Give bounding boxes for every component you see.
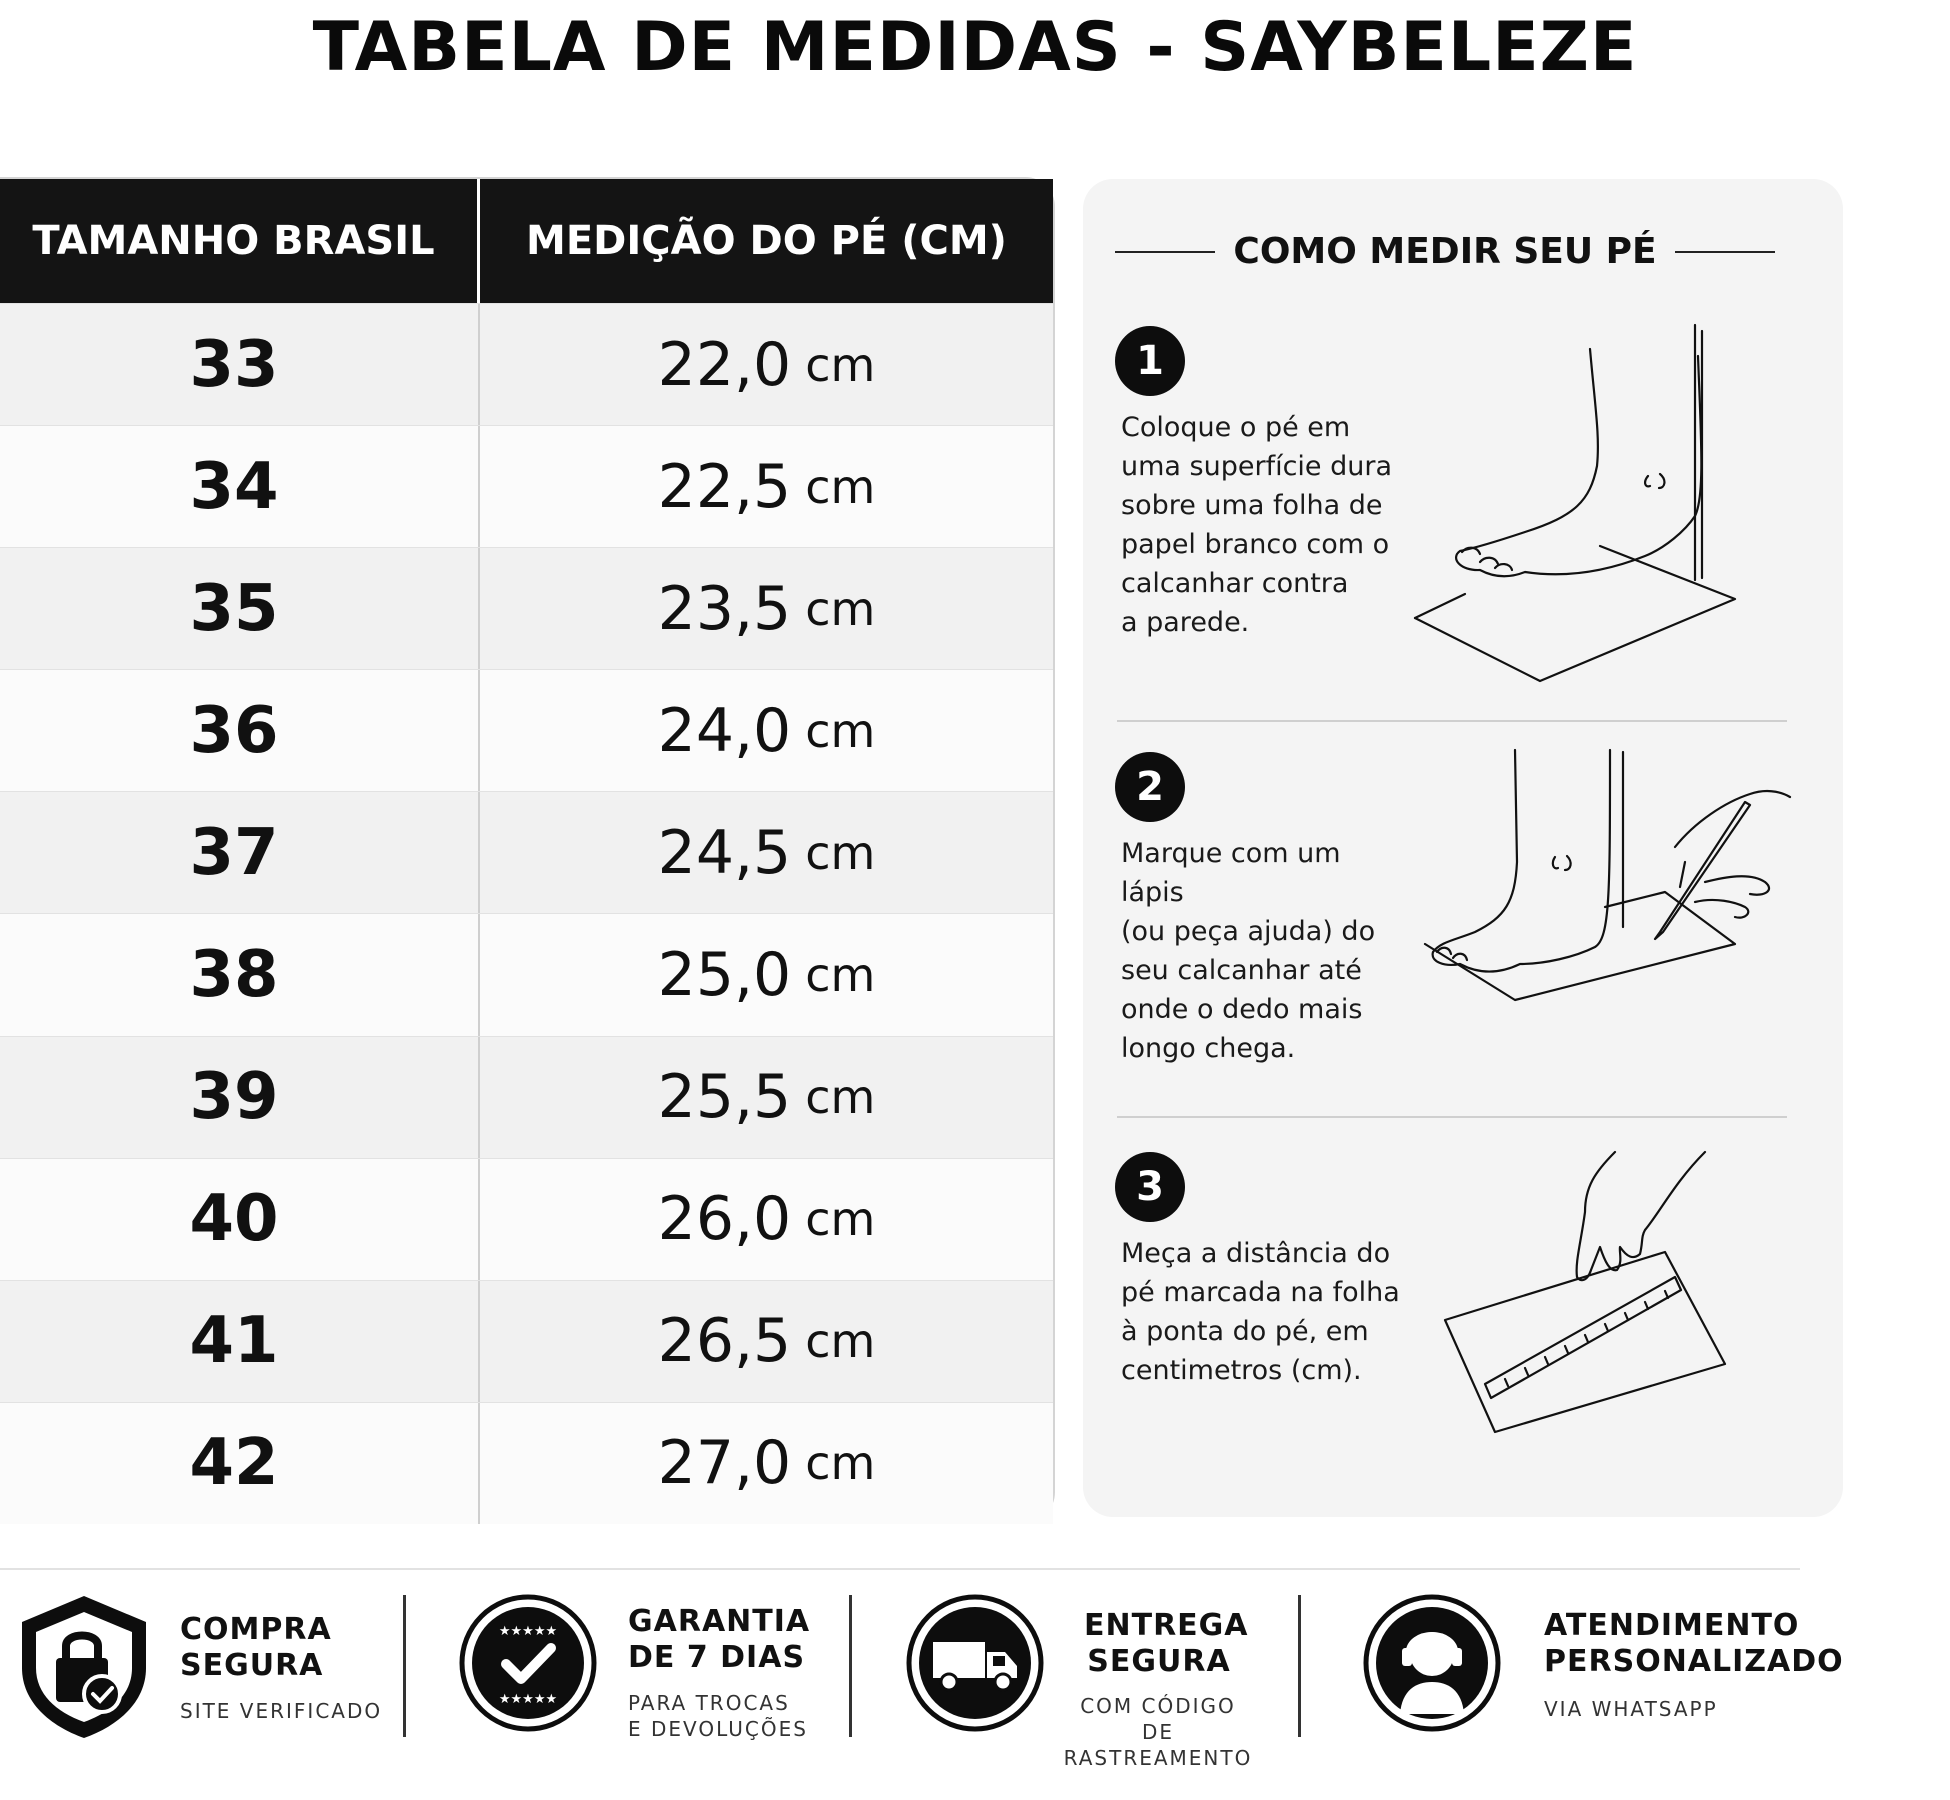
badge-entrega xyxy=(905,1590,1285,1770)
how-to-heading-text: COMO MEDIR SEU PÉ xyxy=(1233,231,1657,272)
badge-compra-segura xyxy=(14,1590,384,1750)
page-title: TABELA DE MEDIDAS - SAYBELEZE xyxy=(312,8,1638,87)
ruler-measure-icon xyxy=(1405,1142,1805,1502)
badge-subtitle: SITE VERIFICADO xyxy=(180,1699,383,1723)
measure-unit: cm xyxy=(805,459,876,514)
measure-cell xyxy=(480,1037,1053,1158)
measure-cell xyxy=(480,548,1053,669)
measure-unit: cm xyxy=(805,1192,876,1247)
measure-cell xyxy=(480,1403,1053,1524)
svg-text:★★★★★: ★★★★★ xyxy=(498,1692,558,1707)
measure-unit: cm xyxy=(805,1314,876,1369)
badge-divider xyxy=(1298,1595,1301,1737)
measure-cell xyxy=(480,304,1053,425)
foot-on-paper-icon xyxy=(1405,316,1805,676)
size-cell: 35 xyxy=(0,548,480,669)
table-row xyxy=(0,1158,1053,1280)
size-cell: 37 xyxy=(0,792,480,913)
measure-unit: cm xyxy=(805,337,876,392)
checkmark-stars-icon xyxy=(458,1590,598,1740)
measure-value: 22,5 xyxy=(657,451,792,522)
measure-cell xyxy=(480,914,1053,1035)
size-cell: 34 xyxy=(0,426,480,547)
badge-atendimento xyxy=(1362,1590,1844,1750)
table-row xyxy=(0,1036,1053,1158)
measure-cell xyxy=(480,1281,1053,1402)
measure-value: 25,0 xyxy=(657,940,792,1011)
badge-title: GARANTIA DE 7 DIAS xyxy=(628,1604,811,1675)
table-row xyxy=(0,1280,1053,1402)
step-number: 3 xyxy=(1115,1152,1185,1222)
measure-value: 25,5 xyxy=(657,1062,792,1133)
table-row xyxy=(0,791,1053,913)
size-cell: 40 xyxy=(0,1159,480,1280)
measure-cell xyxy=(480,426,1053,547)
badge-subtitle: VIA WHATSAPP xyxy=(1544,1697,1718,1721)
badge-subtitle: COM CÓDIGO DE RASTREAMENTO xyxy=(1063,1694,1253,1770)
size-cell: 41 xyxy=(0,1281,480,1402)
measure-value: 24,5 xyxy=(657,817,792,888)
badge-divider xyxy=(849,1595,852,1737)
badges-divider xyxy=(0,1568,1800,1570)
measure-value: 27,0 xyxy=(657,1428,792,1499)
step-separator xyxy=(1117,1116,1787,1118)
size-cell: 42 xyxy=(0,1403,480,1524)
step-text: Marque com um lápis (ou peça ajuda) do seu calcanhar até onde o dedo mais longo chega. xyxy=(1121,838,1376,1064)
size-cell: 36 xyxy=(0,670,480,791)
step-text: Meça a distância do pé marcada na folha à ponta do pé, em centimetros (cm). xyxy=(1121,1238,1400,1386)
step-separator xyxy=(1117,720,1787,722)
svg-text:★★★★★: ★★★★★ xyxy=(498,1624,558,1639)
size-table xyxy=(0,177,1055,1522)
badge-title: ENTREGA SEGURA xyxy=(1084,1608,1249,1679)
measure-unit: cm xyxy=(805,948,876,1003)
how-to-measure-panel xyxy=(1083,179,1843,1517)
table-header xyxy=(0,179,1053,303)
delivery-truck-icon xyxy=(905,1590,1045,1740)
heading-rule-right xyxy=(1675,251,1775,253)
measure-cell xyxy=(480,670,1053,791)
size-cell: 38 xyxy=(0,914,480,1035)
size-cell: 39 xyxy=(0,1037,480,1158)
table-row xyxy=(0,913,1053,1035)
col-header-size: TAMANHO BRASIL xyxy=(0,179,480,303)
measure-unit: cm xyxy=(805,581,876,636)
table-row xyxy=(0,1402,1053,1524)
foot-marking-pencil-icon xyxy=(1405,742,1805,1102)
headset-agent-icon xyxy=(1362,1590,1502,1740)
table-row xyxy=(0,303,1053,425)
measure-value: 26,5 xyxy=(657,1306,792,1377)
heading-rule-left xyxy=(1115,251,1215,253)
badge-garantia xyxy=(458,1590,838,1750)
table-row xyxy=(0,669,1053,791)
step-number: 2 xyxy=(1115,752,1185,822)
measure-value: 22,0 xyxy=(657,329,792,400)
badge-title: COMPRA SEGURA xyxy=(180,1612,332,1683)
measure-value: 26,0 xyxy=(657,1184,792,1255)
measure-unit: cm xyxy=(805,703,876,758)
measure-unit: cm xyxy=(805,1070,876,1125)
table-row xyxy=(0,547,1053,669)
size-cell: 33 xyxy=(0,304,480,425)
measure-unit: cm xyxy=(805,825,876,880)
measure-value: 24,0 xyxy=(657,695,792,766)
badge-subtitle: PARA TROCAS E DEVOLUÇÕES xyxy=(628,1691,808,1741)
badge-divider xyxy=(403,1595,406,1737)
measure-unit: cm xyxy=(805,1436,876,1491)
table-body xyxy=(0,303,1053,1524)
shield-lock-icon xyxy=(14,1590,154,1740)
badge-title: ATENDIMENTO PERSONALIZADO xyxy=(1544,1608,1844,1679)
measure-cell xyxy=(480,1159,1053,1280)
step-text: Coloque o pé em uma superfície dura sobre uma folha de papel branco com o calcanhar contra a parede. xyxy=(1121,412,1393,638)
measure-value: 23,5 xyxy=(657,573,792,644)
measure-cell xyxy=(480,792,1053,913)
col-header-measure: MEDIÇÃO DO PÉ (CM) xyxy=(526,218,1007,264)
how-to-heading xyxy=(1115,231,1775,272)
table-row xyxy=(0,425,1053,547)
step-number: 1 xyxy=(1115,326,1185,396)
